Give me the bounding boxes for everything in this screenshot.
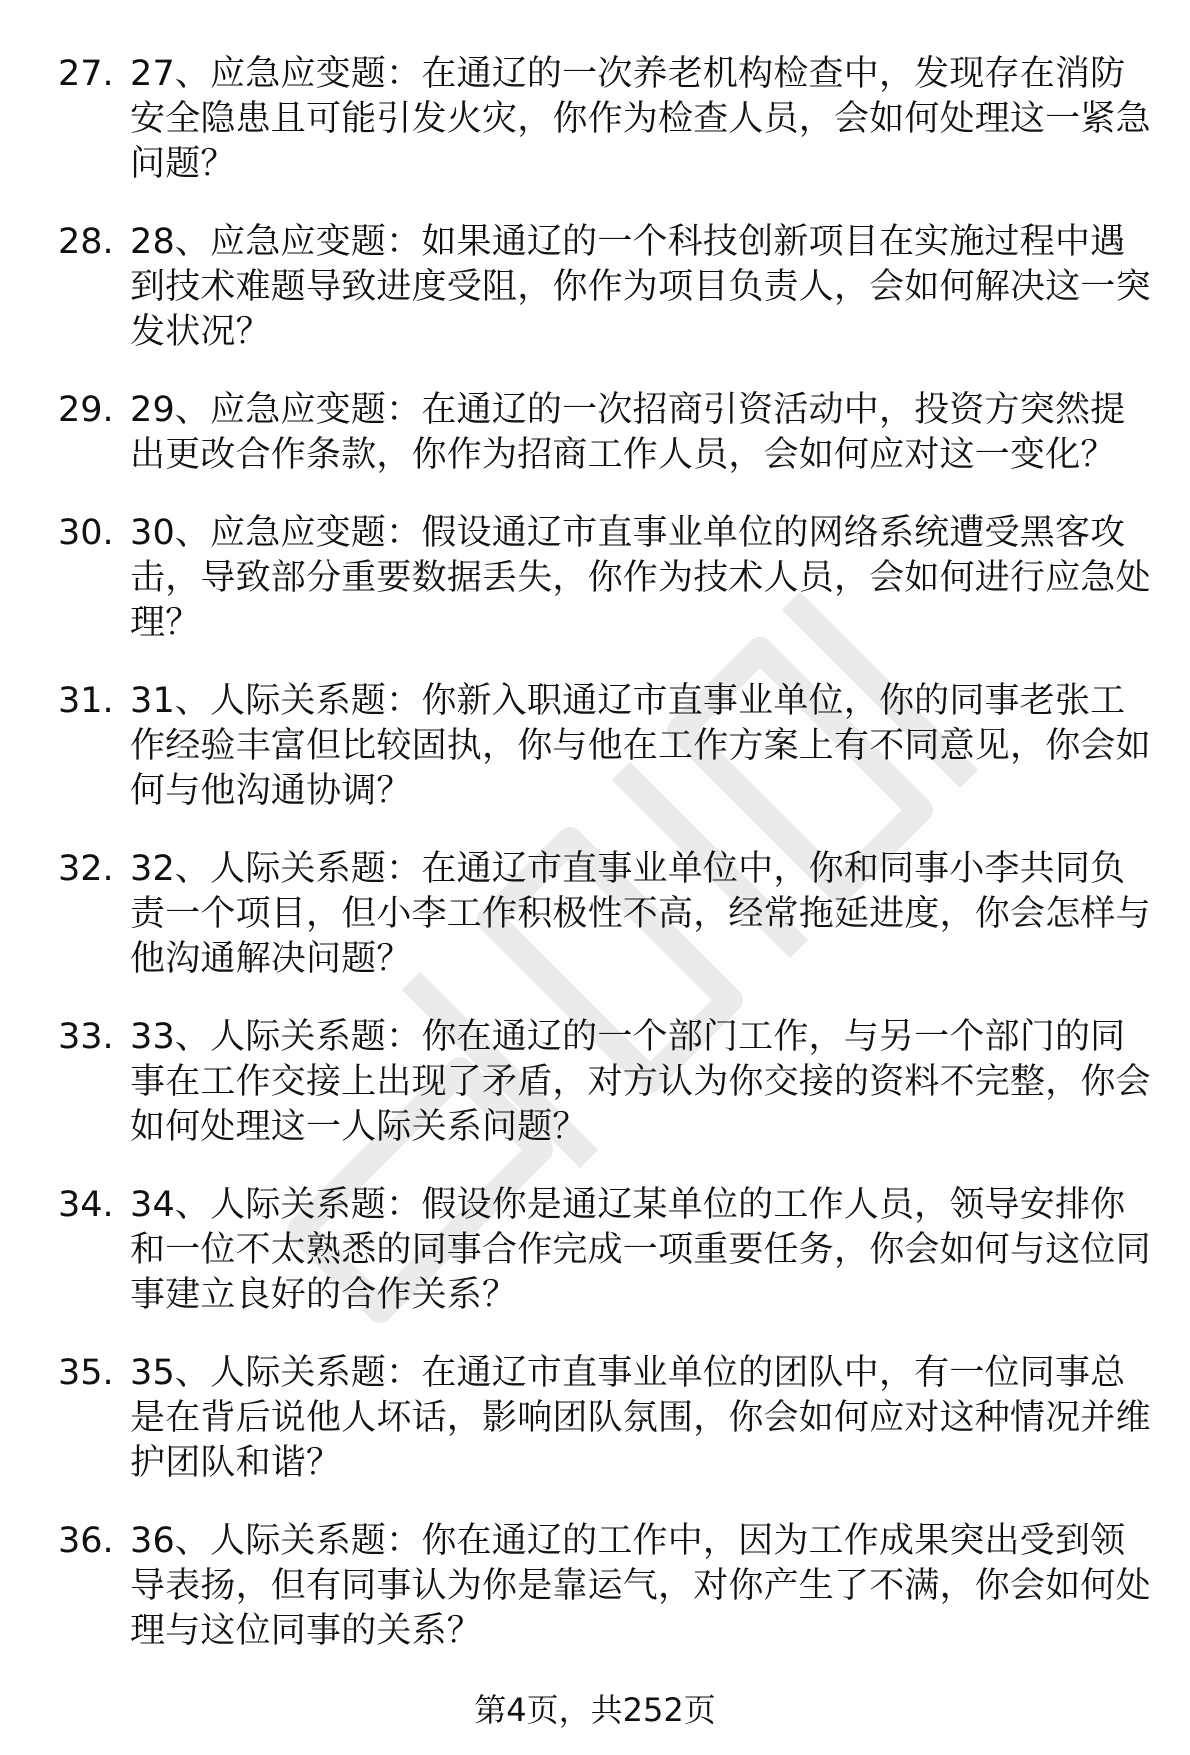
item-number: 27.: [58, 54, 114, 94]
list-item: [0, 1015, 1190, 1150]
item-number: 33.: [58, 1017, 114, 1057]
list-item: [0, 1183, 1190, 1318]
item-text: 30、应急应变题：假设通辽市直事业单位的网络系统遭受黑客攻击，导致部分重要数据丢失，你作为技术人员，会如何进行应急处理？: [130, 513, 1151, 643]
list-item: [0, 511, 1190, 646]
item-number: 30.: [58, 513, 114, 553]
list-item: [0, 52, 1190, 187]
item-text: 33、人际关系题：你在通辽的一个部门工作，与另一个部门的同事在工作交接上出现了矛盾，对方认为你交接的资料不完整，你会如何处理这一人际关系问题？: [130, 1017, 1151, 1147]
list-item: [0, 220, 1190, 355]
question-list: [0, 52, 1190, 1687]
item-text: 29、应急应变题：在通辽的一次招商引资活动中，投资方突然提出更改合作条款，你作为招商工作人员，会如何应对这一变化？: [130, 390, 1126, 475]
list-item: [0, 388, 1190, 478]
item-text: 28、应急应变题：如果通辽的一个科技创新项目在实施过程中遇到技术难题导致进度受阻，你作为项目负责人，会如何解决这一突发状况？: [130, 222, 1151, 352]
item-number: 34.: [58, 1185, 114, 1225]
item-text: 36、人际关系题：你在通辽的工作中，因为工作成果突出受到领导表扬，但有同事认为你是靠运气，对你产生了不满，你会如何处理与这位同事的关系？: [130, 1521, 1151, 1651]
item-text: 35、人际关系题：在通辽市直事业单位的团队中，有一位同事总是在背后说他人坏话，影响团队氛围，你会如何应对这种情况并维护团队和谐？: [130, 1353, 1151, 1483]
list-item: [0, 1519, 1190, 1654]
item-number: 32.: [58, 849, 114, 889]
page-footer: 第4页，共252页: [474, 1691, 716, 1729]
list-item: [0, 1351, 1190, 1486]
item-text: 31、人际关系题：你新入职通辽市直事业单位，你的同事老张工作经验丰富但比较固执，你与他在工作方案上有不同意见，你会如何与他沟通协调？: [130, 681, 1151, 811]
item-number: 28.: [58, 222, 114, 262]
item-text: 32、人际关系题：在通辽市直事业单位中，你和同事小李共同负责一个项目，但小李工作积极性不高，经常拖延进度，你会怎样与他沟通解决问题？: [130, 849, 1151, 979]
item-text: 27、应急应变题：在通辽的一次养老机构检查中，发现存在消防安全隐患且可能引发火灾，你作为检查人员，会如何处理这一紧急问题？: [130, 54, 1151, 184]
item-number: 36.: [58, 1521, 114, 1561]
item-number: 35.: [58, 1353, 114, 1393]
item-text: 34、人际关系题：假设你是通辽某单位的工作人员，领导安排你和一位不太熟悉的同事合作完成一项重要任务，你会如何与这位同事建立良好的合作关系？: [130, 1185, 1151, 1315]
list-item: [0, 847, 1190, 982]
item-number: 29.: [58, 390, 114, 430]
list-item: [0, 679, 1190, 814]
item-number: 31.: [58, 681, 114, 721]
